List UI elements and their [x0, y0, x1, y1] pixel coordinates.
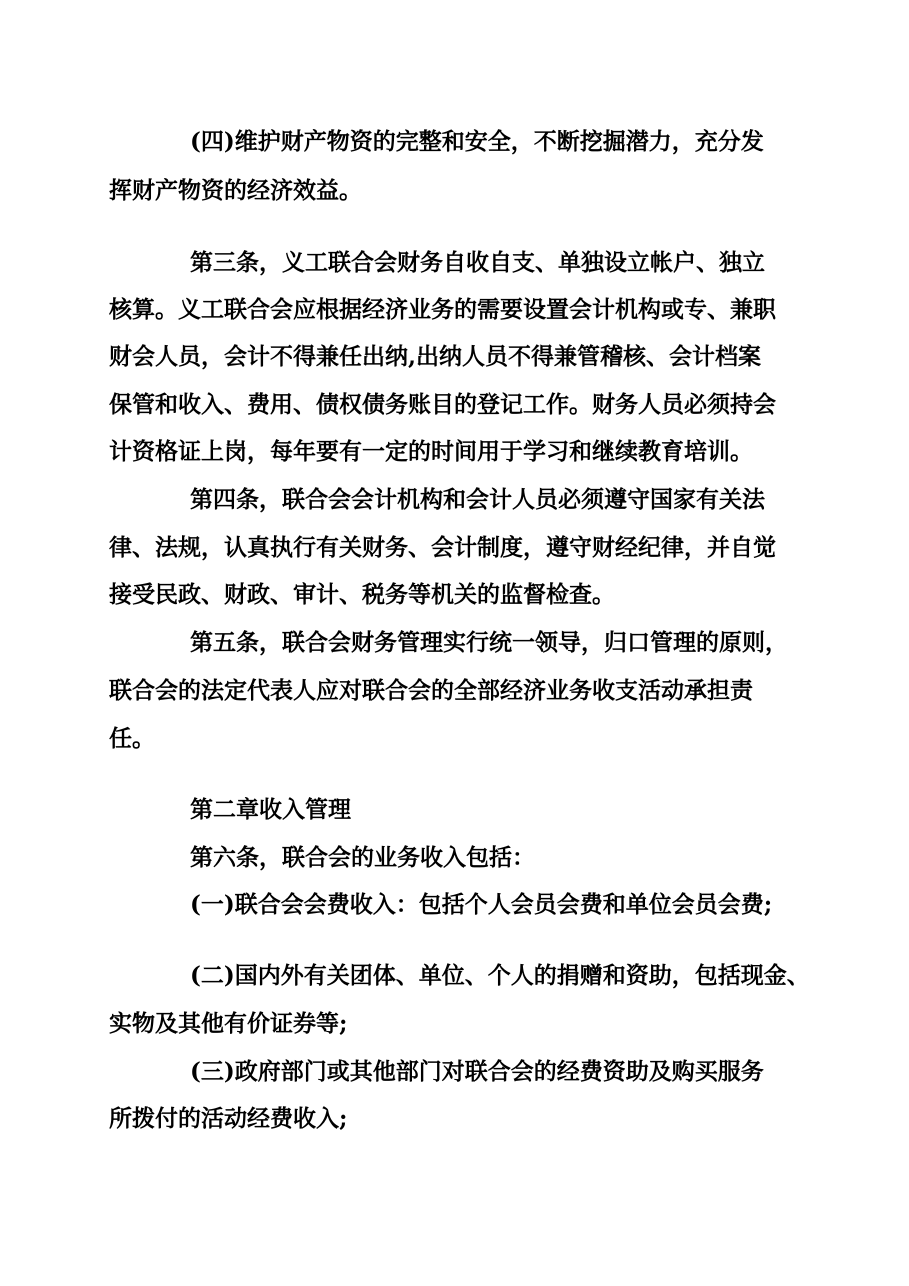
- text-line: 所拨付的活动经费收入;: [109, 1105, 348, 1132]
- text-line: 联合会的法定代表人应对联合会的全部经济业务收支活动承担责: [109, 677, 753, 704]
- text-line: 第四条，联合会会计机构和会计人员必须遵守国家有关法: [190, 486, 765, 513]
- text-line: 律、法规，认真执行有关财务、会计制度，遵守财经纪律，并自觉: [109, 534, 776, 561]
- text-line: 任。: [109, 725, 155, 752]
- text-line: 实物及其他有价证券等;: [109, 1010, 348, 1037]
- text-line: 接受民政、财政、审计、税务等机关的监督检查。: [109, 581, 615, 608]
- text-line: (四)维护财产物资的完整和安全，不断挖掘潜力，充分发: [190, 128, 764, 155]
- text-line: (二)国内外有关团体、单位、个人的捐赠和资助，包括现金、: [190, 962, 810, 989]
- text-line: 财会人员，会计不得兼任出纳,出纳人员不得兼管稽核、会计档案: [109, 343, 762, 370]
- text-line: (三)政府部门或其他部门对联合会的经费资助及购买服务: [190, 1058, 764, 1085]
- chapter-heading: 第二章收入管理: [190, 796, 351, 823]
- text-line: (一)联合会会费收入：包括个人会员会费和单位会员会费;: [190, 891, 773, 918]
- text-line: 计资格证上岗，每年要有一定的时间用于学习和继续教育培训。: [109, 438, 753, 465]
- text-line: 第三条，义工联合会财务自收自支、单独设立帐户、独立: [190, 249, 765, 276]
- text-line: 挥财产物资的经济效益。: [109, 177, 362, 204]
- text-line: 第六条，联合会的业务收入包括：: [190, 844, 535, 871]
- text-line: 保管和收入、费用、债权债务账目的登记工作。财务人员必须持会: [109, 391, 776, 418]
- text-line: 第五条，联合会财务管理实行统一领导，归口管理的原则，: [190, 629, 788, 656]
- text-line: 核算。义工联合会应根据经济业务的需要设置会计机构或专、兼职: [109, 296, 776, 323]
